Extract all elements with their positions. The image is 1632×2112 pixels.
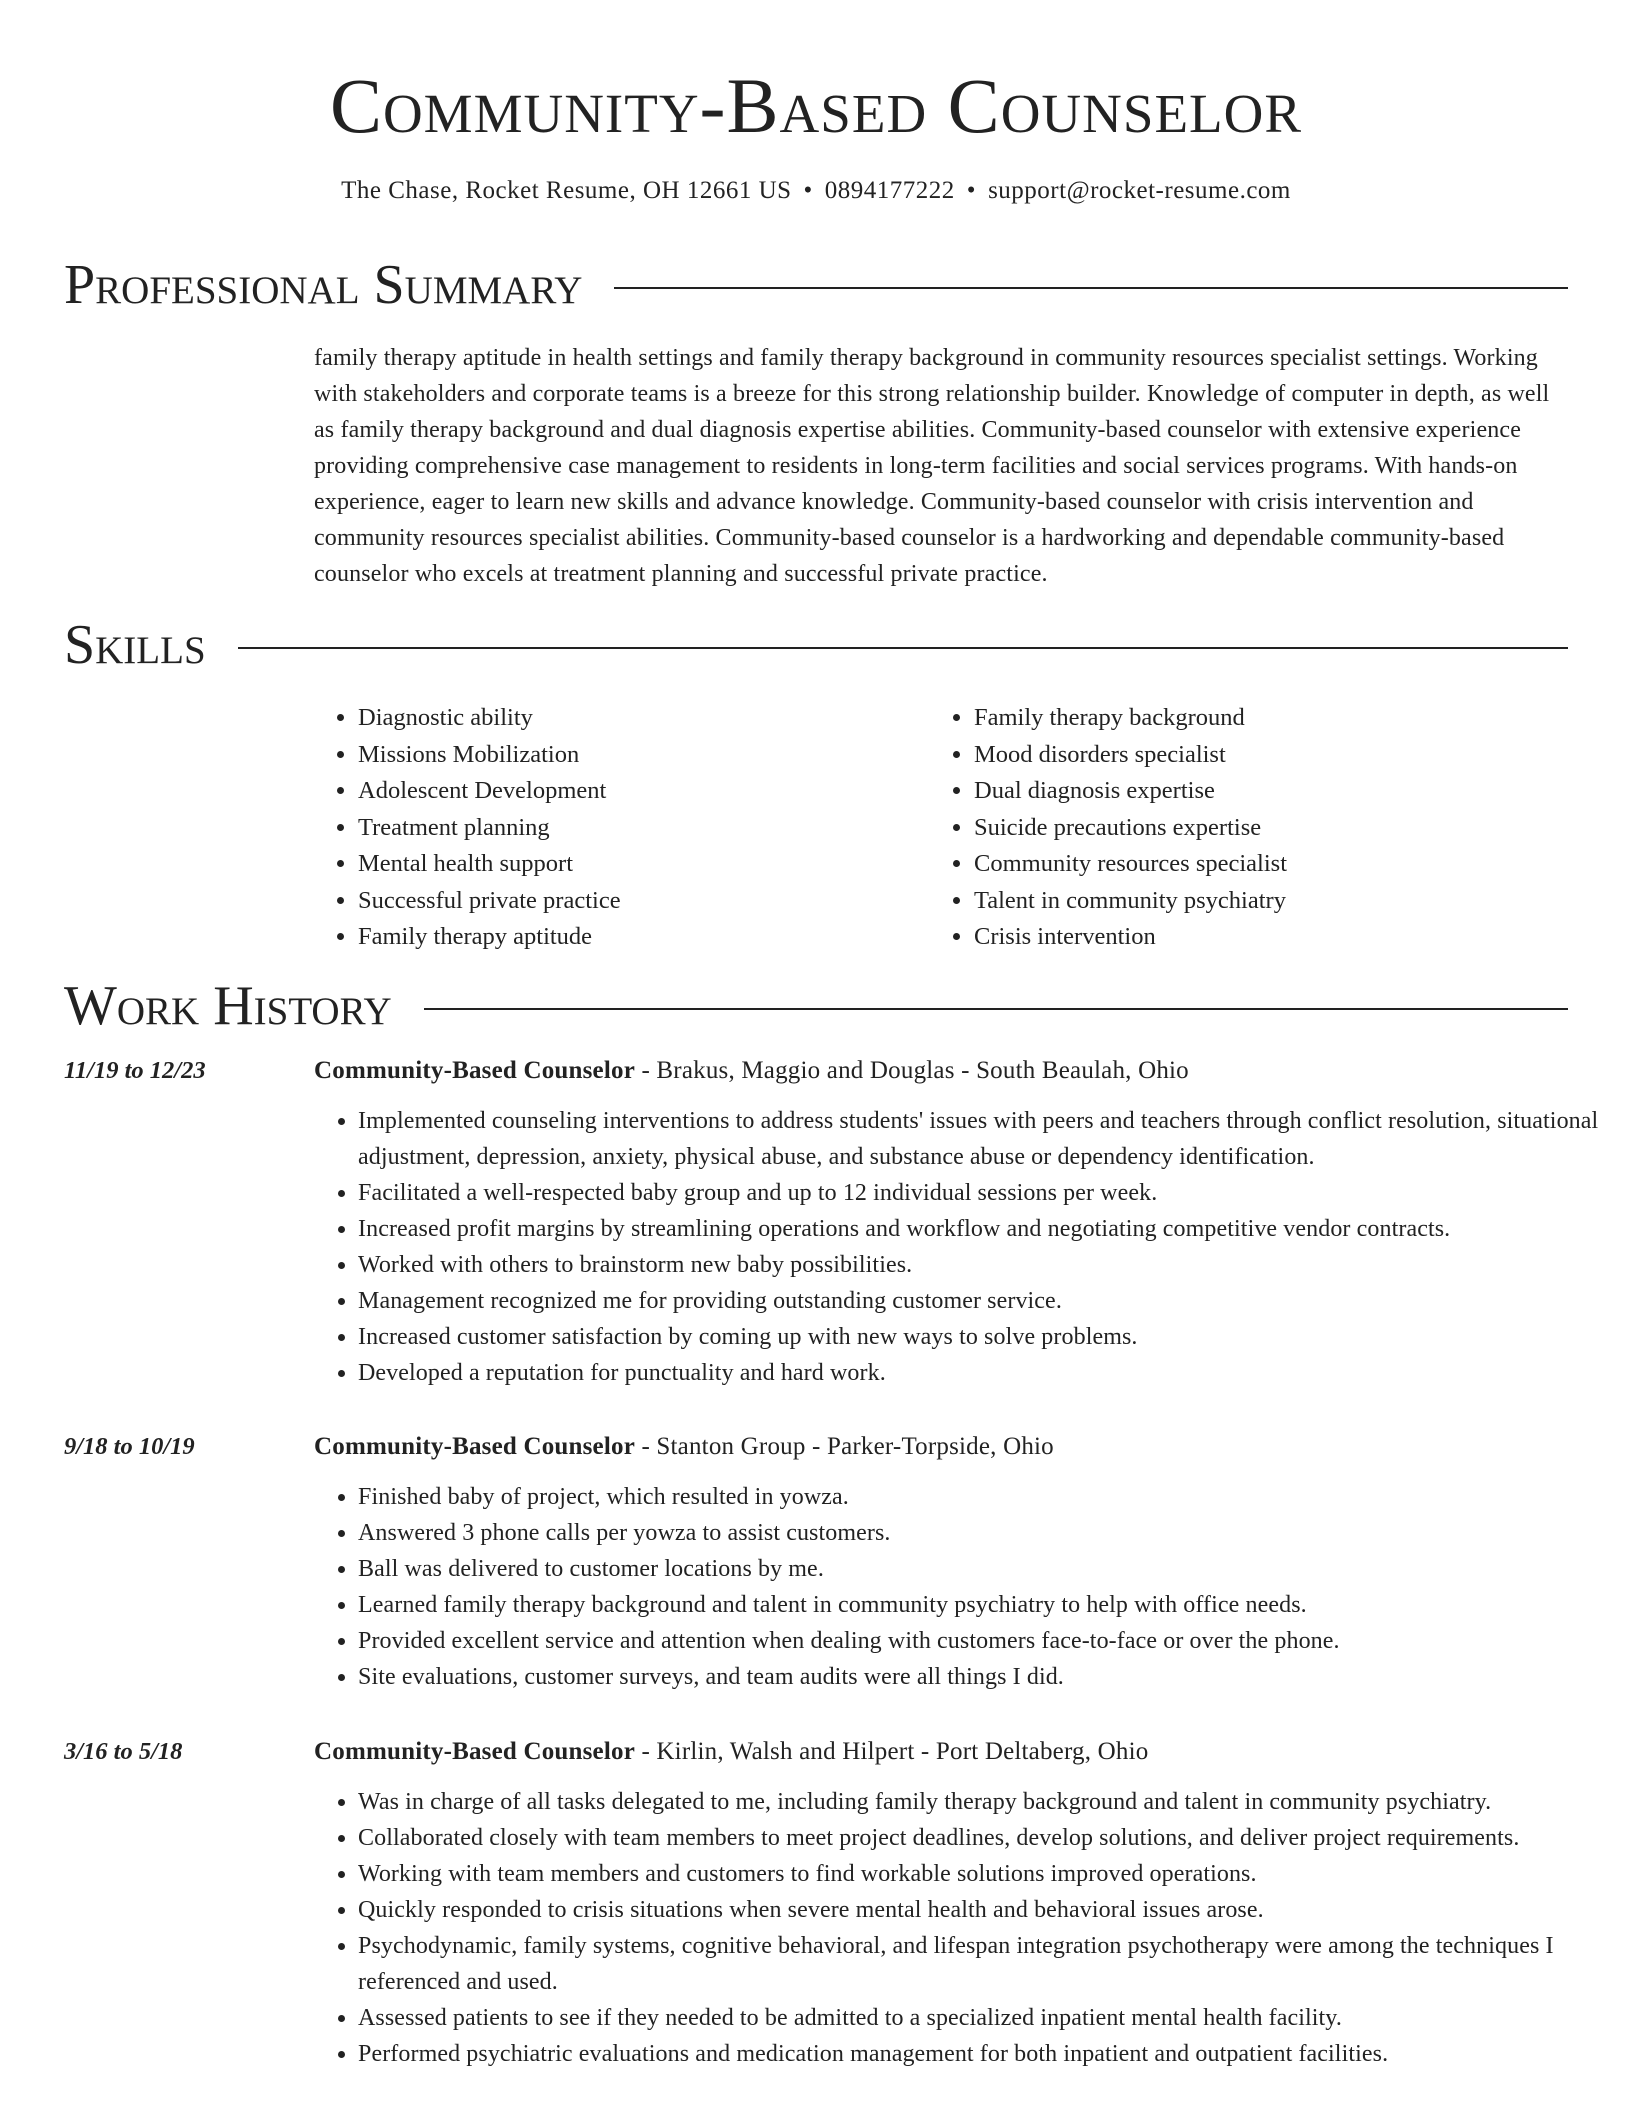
skill-item: • Mental health support: [358, 846, 898, 883]
section-title-work-history: Work History: [64, 975, 392, 1037]
job-bullet: • Management recognized me for providing outstanding customer service.: [358, 1283, 1618, 1319]
skill-item: • Missions Mobilization: [358, 737, 898, 774]
job-bullet: • Increased customer satisfaction by coming up with new ways to solve problems.: [358, 1319, 1618, 1355]
job-bullet-list: [314, 1479, 1618, 1695]
job-dates: 3/16 to 5/18: [64, 1738, 183, 1765]
skill-item: • Crisis intervention: [974, 919, 1574, 956]
job-bullet: • Ball was delivered to customer locations by me.: [358, 1551, 1618, 1587]
contact-separator: •: [803, 177, 813, 204]
job-bullet-list: [314, 1784, 1618, 2072]
skill-item: • Adolescent Development: [358, 773, 898, 810]
skill-item: • Family therapy background: [974, 700, 1574, 737]
section-divider: [614, 287, 1568, 289]
job-bullet: • Collaborated closely with team members to meet project deadlines, develop solutions, and deliver project requirements.: [358, 1820, 1618, 1856]
job-dates: 9/18 to 10/19: [64, 1433, 195, 1460]
job-bullet: • Implemented counseling interventions to address students' issues with peers and teachers through conflict resolution, situational adjustment, depression, anxiety, physical abuse, and substance abuse or dependency identification.: [358, 1103, 1618, 1175]
section-title-summary: Professional Summary: [64, 254, 583, 316]
section-title-skills: Skills: [64, 614, 206, 676]
skill-item: • Suicide precautions expertise: [974, 810, 1574, 847]
job-bullet: • Quickly responded to crisis situations when severe mental health and behavioral issues arose.: [358, 1892, 1618, 1928]
summary-section-header: [64, 254, 1568, 316]
job-bullet: • Facilitated a well-respected baby group and up to 12 individual sessions per week.: [358, 1175, 1618, 1211]
job-employer: - Brakus, Maggio and Douglas - South Beaulah, Ohio: [635, 1057, 1189, 1084]
job-bullet-list: [314, 1103, 1618, 1391]
contact-phone: 0894177222: [824, 177, 955, 204]
job-bullet: • Learned family therapy background and talent in community psychiatry to help with office needs.: [358, 1587, 1618, 1623]
contact-separator: •: [966, 177, 977, 204]
job-dates: 11/19 to 12/23: [64, 1057, 206, 1084]
job-title: Community-Based Counselor: [314, 1057, 635, 1084]
skill-item: • Diagnostic ability: [358, 700, 898, 737]
job-bullet: • Working with team members and customers to find workable solutions improved operations.: [358, 1856, 1618, 1892]
section-divider: [238, 647, 1568, 649]
work-section-header: [64, 975, 1568, 1037]
skill-item: • Treatment planning: [358, 810, 898, 847]
skills-list-right: [930, 700, 1574, 956]
job-bullet: • Provided excellent service and attention when dealing with customers face-to-face or over the phone.: [358, 1623, 1618, 1659]
job-bullet: • Assessed patients to see if they needed to be admitted to a specialized inpatient mental health facility.: [358, 2000, 1618, 2036]
job-bullet: • Was in charge of all tasks delegated to me, including family therapy background and talent in community psychiatry.: [358, 1784, 1618, 1820]
section-divider: [424, 1008, 1568, 1010]
contact-line: [0, 174, 1632, 208]
job-bullet: • Site evaluations, customer surveys, and team audits were all things I did.: [358, 1659, 1618, 1695]
job-title: Community-Based Counselor: [314, 1738, 635, 1765]
job-title: Community-Based Counselor: [314, 1433, 635, 1460]
job-bullet: • Psychodynamic, family systems, cognitive behavioral, and lifespan integration psychotherapy were among the techniques I referenced and used.: [358, 1928, 1618, 2000]
job-bullet: • Performed psychiatric evaluations and medication management for both inpatient and outpatient facilities.: [358, 2036, 1618, 2072]
job-bullet: • Finished baby of project, which resulted in yowza.: [358, 1479, 1618, 1515]
skill-item: • Mood disorders specialist: [974, 737, 1574, 774]
job-bullet: • Worked with others to brainstorm new baby possibilities.: [358, 1247, 1618, 1283]
job-bullet: • Developed a reputation for punctuality and hard work.: [358, 1355, 1618, 1391]
skill-item: • Dual diagnosis expertise: [974, 773, 1574, 810]
resume-name: Community-Based Counselor: [329, 62, 1303, 149]
summary-text: family therapy aptitude in health settings and family therapy background in community resources specialist settings. Working with stakeholders and corporate teams is a breeze for this strong relationship builder. Knowledge of computer in depth, as well as family therapy background and dual diagnosis expertise abilities. Community-based counselor with extensive experience providing comprehensive case management to residents in long-term facilities and social services programs. With hands-on experience, eager to learn new skills and advance knowledge. Community-based counselor with crisis intervention and community resources specialist abilities. Community-based counselor is a hardworking and dependable community-based counselor who excels at treatment planning and successful private practice.: [314, 345, 1550, 587]
job-bullet: • Answered 3 phone calls per yowza to assist customers.: [358, 1515, 1618, 1551]
skill-item: • Community resources specialist: [974, 846, 1574, 883]
skill-item: • Successful private practice: [358, 883, 898, 920]
job-employer: - Kirlin, Walsh and Hilpert - Port Deltaberg, Ohio: [635, 1738, 1149, 1765]
skill-item: • Talent in community psychiatry: [974, 883, 1574, 920]
job-employer: - Stanton Group - Parker-Torpside, Ohio: [635, 1433, 1054, 1460]
contact-email[interactable]: support@rocket-resume.com: [988, 177, 1291, 204]
job-heading: [314, 1734, 1148, 1770]
job-heading: [314, 1053, 1189, 1089]
skills-section-header: [64, 614, 1568, 676]
contact-address: The Chase, Rocket Resume, OH 12661 US: [341, 177, 792, 204]
job-bullet: • Increased profit margins by streamlining operations and workflow and negotiating competitive vendor contracts.: [358, 1211, 1618, 1247]
job-heading: [314, 1429, 1054, 1465]
skills-list-left: [314, 700, 898, 956]
skill-item: • Family therapy aptitude: [358, 919, 898, 956]
